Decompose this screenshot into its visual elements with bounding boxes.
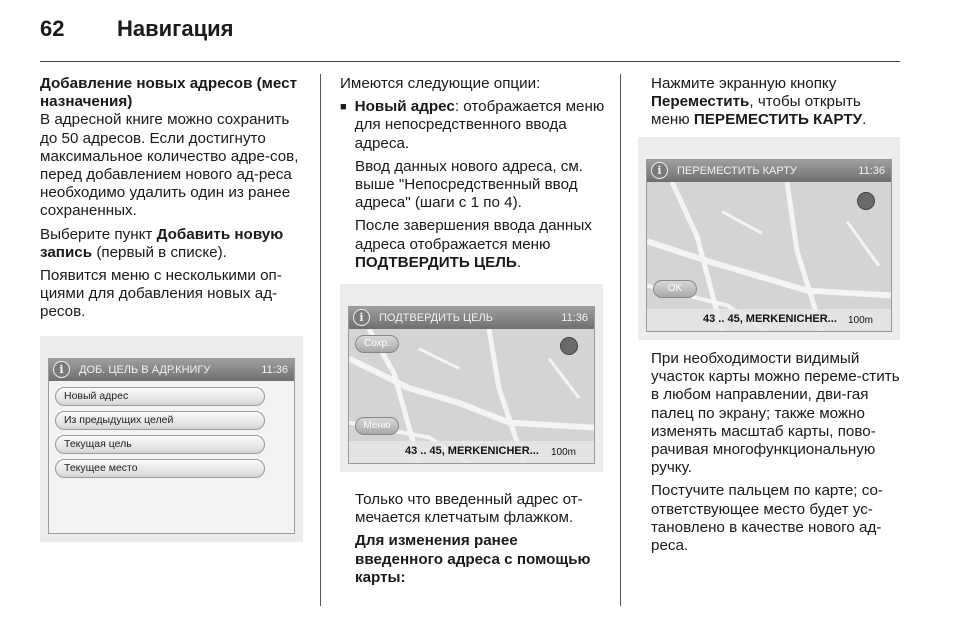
map-scale: 100m xyxy=(550,447,576,458)
info-icon[interactable]: i xyxy=(353,309,370,326)
clock: 11:36 xyxy=(858,165,885,177)
column-2 xyxy=(340,75,608,277)
menu-list xyxy=(49,381,294,533)
bullet-item: ■ Новый адрес: отображается меню для непосредственного ввода адреса. xyxy=(340,98,608,158)
screen-title: ПЕРЕМЕСТИТЬ КАРТУ xyxy=(677,165,797,177)
menu-item[interactable]: Текущее место xyxy=(55,459,265,478)
screen-titlebar xyxy=(647,160,891,182)
clock: 11:36 xyxy=(261,364,288,376)
save-button[interactable]: Сохр. xyxy=(355,335,399,353)
screen-title: ДОБ. ЦЕЛЬ В АДР.КНИГУ xyxy=(79,364,211,376)
paragraph: Постучите пальцем по карте; со-ответствующее место будет ус-тановлено в качестве нового ад-реса. xyxy=(651,482,883,555)
section-heading: Добавление новых адресов (мест назначения) xyxy=(40,75,298,111)
info-icon[interactable]: i xyxy=(53,361,70,378)
menu-button[interactable]: Меню xyxy=(355,417,399,435)
screen-title: ПОДТВЕРДИТЬ ЦЕЛЬ xyxy=(379,312,493,324)
column-1 xyxy=(40,75,308,327)
screen-confirm-destination xyxy=(340,284,603,472)
paragraph: Только что введенный адрес от-мечается клетчатым флажком. xyxy=(355,491,583,527)
paragraph: Нажмите экранную кнопку Переместить, чтобы открыть меню ПЕРЕМЕСТИТЬ КАРТУ. xyxy=(651,75,867,129)
sub-heading: Для изменения ранее введенного адреса с помощью карты: xyxy=(355,532,591,586)
address-label: 43 .. 45, MERKENICHER... xyxy=(405,445,539,457)
screen-titlebar xyxy=(49,359,294,381)
paragraph: Появится меню с несколькими оп-циями для добавления новых ад-ресов. xyxy=(40,267,282,321)
bullet-icon: ■ xyxy=(340,101,347,114)
paragraph: В адресной книге можно сохранить до 50 адресов. Если достигнуто максимальное количество адре-сов, перед добавлением нового ад-реса необходимо удалить один из ранее сохраненных. xyxy=(40,111,299,220)
info-icon[interactable]: i xyxy=(651,162,668,179)
column-2-bottom xyxy=(355,491,607,592)
menu-item[interactable]: Новый адрес xyxy=(55,387,265,406)
map-view[interactable] xyxy=(349,329,594,463)
page-number: 62 xyxy=(40,16,65,41)
paragraph: После завершения ввода данных адреса отображается меню ПОДТВЕРДИТЬ ЦЕЛЬ. xyxy=(355,217,592,271)
compass-icon xyxy=(857,192,875,210)
screen-add-destination xyxy=(40,336,303,542)
column-3-bottom xyxy=(651,350,903,560)
column-divider xyxy=(320,74,321,606)
address-bar xyxy=(647,309,891,331)
clock: 11:36 xyxy=(561,312,588,324)
screen-titlebar xyxy=(349,307,594,329)
address-label: 43 .. 45, MERKENICHER... xyxy=(703,313,837,325)
paragraph: Ввод данных нового адреса, см. выше "Непосредственный ввод адреса" (шаги с 1 по 4). xyxy=(355,157,584,212)
paragraph: Имеются следующие опции: xyxy=(340,75,541,92)
menu-item[interactable]: Из предыдущих целей xyxy=(55,411,265,430)
column-3 xyxy=(651,75,903,135)
ok-button[interactable]: OK xyxy=(653,280,697,298)
screen-move-map xyxy=(638,137,900,340)
paragraph: Выберите пункт Добавить новую запись (первый в списке). xyxy=(40,225,284,261)
address-bar xyxy=(349,441,594,463)
device-screen xyxy=(348,306,595,464)
column-divider xyxy=(620,74,621,606)
chapter-title: Навигация xyxy=(117,16,234,41)
device-screen xyxy=(646,159,892,332)
paragraph: При необходимости видимый участок карты можно переме-стить в любом направлении, дви-гая палец по экрану; также можно изменять масштаб карты, пово-рачивая многофункциональную ручку. xyxy=(651,350,900,477)
menu-item[interactable]: Текущая цель xyxy=(55,435,265,454)
map-scale: 100m xyxy=(847,315,873,326)
header-rule xyxy=(40,61,900,62)
compass-icon xyxy=(560,337,578,355)
device-screen xyxy=(48,358,295,534)
map-view[interactable] xyxy=(647,182,891,331)
